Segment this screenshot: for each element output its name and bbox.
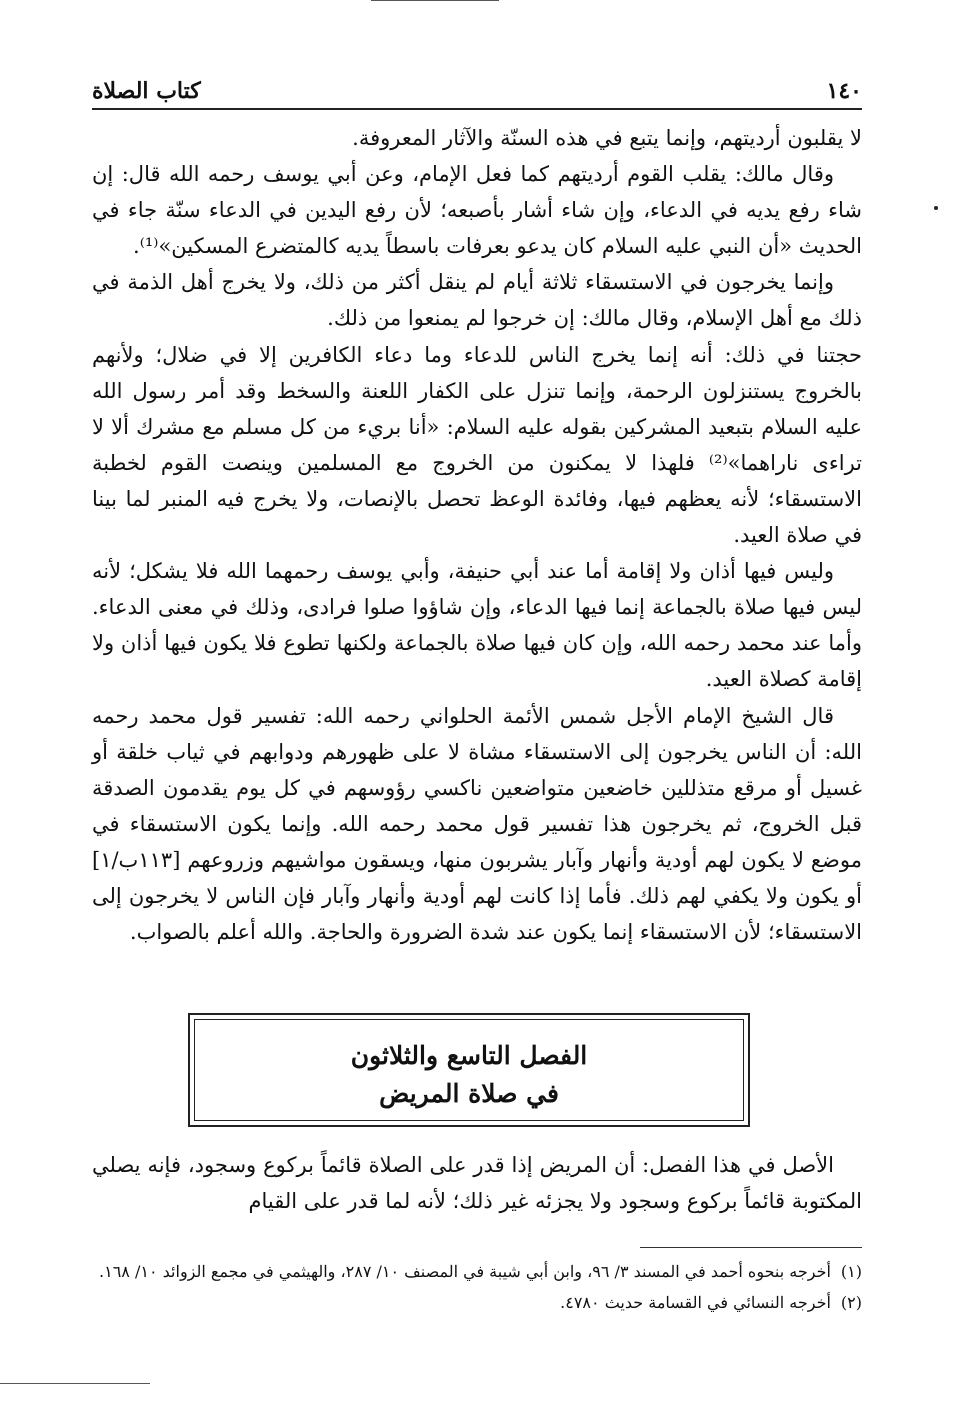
paragraph: قال الشيخ الإمام الأجل شمس الأئمة الحلواني رحمه الله: تفسير قول محمد رحمه الله: أن الناس يخرجون إلى الاستسقاء مشاة لا على ظهورهم ودوابهم في ثياب خلقة أو غسيل أو مرقع متذللين خاضعين متواضعين ناكسي رؤوسهم في كل يوم يقدمون الصدقة قبل الخروج، ثم يخرجون هذا تفسير قول محمد رحمه الله. وإنما يكون الاستسقاء في موضع لا يكون لهم أودية وأنهار وآبار يشربون منها، ويسقون مواشيهم وزروعهم [١١٣ب/١] أو يكون ولا يكفي لهم ذلك. فأما إذا كانت لهم أودية وأنهار وآبار فإن الناس لا يخرجون إلى الاستسقاء؛ لأن الاستسقاء إنما يكون عند شدة الضرورة والحاجة. والله أعلم بالصواب. (92, 703, 862, 945)
footnote (92, 1258, 862, 1285)
page-header (92, 62, 862, 110)
running-title: كتاب الصلاة (92, 78, 201, 104)
paragraph: الأصل في هذا الفصل: أن المريض إذا قدر على الصلاة قائماً بركوع وسجود، فإنه يصلي المكتوبة قائماً بركوع وسجود ولا يجزئه غير ذلك؛ لأنه لما قدر على القيام (92, 1153, 862, 1214)
footnote-divider (640, 1247, 862, 1248)
footnote-text: أخرجه بنحوه أحمد في المسند ٣/ ٩٦، وابن أبي شيبة في المصنف ١٠/ ٢٨٧، والهيثمي في مجمع الزوائد ١٠/ ١٦٨. (99, 1262, 831, 1281)
chapter-subtitle: في صلاة المريض (379, 1079, 559, 1108)
top-rule (371, 0, 499, 1)
chapter-title: الفصل التاسع والثلاثون (350, 1041, 588, 1070)
paragraph: حجتنا في ذلك: أنه إنما يخرج الناس للدعاء وما دعاء الكافرين إلا في ضلال؛ ولأنهم بالخروج يستنزلون الرحمة، وإنما تنزل على الكفار اللعنة والسخط وقد أمر رسول الله عليه السلام بتبعيد المشركين بقوله عليه السلام: «أنا بريء من كل مسلم مع مشرك ألا لا تراءى ناراهما»⁽²⁾ فلهذا لا يمكنون من الخروج مع المسلمين وينصت القوم لخطبة الاستسقاء؛ لأنه يعظهم فيها، وفائدة الوعظ تحصل بالإنصات، ولا يخرج فيه المنبر لما بينا في صلاة العيد. (92, 342, 862, 548)
footnote-number: (٢) (840, 1293, 862, 1312)
page-number: ١٤٠ (826, 78, 862, 104)
footnote (92, 1289, 862, 1316)
paragraph: وإنما يخرجون في الاستسقاء ثلاثة أيام لم ينقل أكثر من ذلك، ولا يخرج أهل الذمة في ذلك مع أهل الإسلام، وقال مالك: إن خرجوا لم يمنعوا من ذلك. (92, 270, 862, 331)
footnotes (92, 1258, 862, 1320)
paragraph: لا يقلبون أرديتهم، وإنما يتبع في هذه السنّة والآثار المعروفة. (352, 126, 862, 150)
footnote-text: أخرجه النسائي في القسامة حديث ٤٧٨٠. (560, 1293, 831, 1312)
paragraph: وليس فيها أذان ولا إقامة أما عند أبي حنيفة، وأبي يوسف رحمهما الله فلا يشكل؛ لأنه ليس فيها صلاة بالجماعة إنما فيها الدعاء، وإن شاؤوا صلوا فرادى، وذلك في معنى الدعاء. وأما عند محمد رحمه الله، وإن كان فيها صلاة بالجماعة ولكنها تطوع فلا يكون فيها أذان ولا إقامة كصلاة العيد. (92, 559, 862, 692)
footnote-number: (١) (840, 1262, 862, 1281)
chapter-intro-text (92, 1147, 862, 1219)
paragraph: وقال مالك: يقلب القوم أرديتهم كما فعل الإمام، وعن أبي يوسف رحمه الله قال: إن شاء رفع يديه في الدعاء، وإن شاء أشار بأصبعه؛ لأن رفع اليدين في الدعاء سنّة جاء في الحديث «أن النبي عليه السلام كان يدعو بعرفات باسطاً يديه كالمتضرع المسكين»⁽¹⁾. (92, 162, 862, 259)
bottom-rule (0, 1383, 150, 1384)
main-text (92, 120, 862, 950)
margin-dot (934, 206, 938, 210)
chapter-heading-box (188, 1013, 750, 1127)
